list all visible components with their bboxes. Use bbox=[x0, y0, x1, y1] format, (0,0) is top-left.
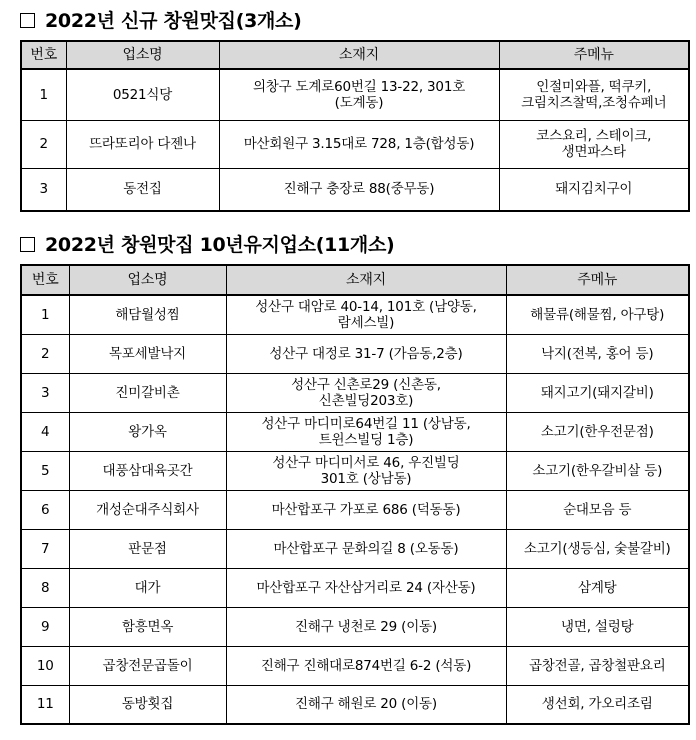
table-header-row bbox=[21, 41, 689, 69]
header-name: 업소명 bbox=[66, 41, 219, 69]
row-menu: 낙지(전복, 홍어 등) bbox=[506, 334, 689, 373]
row-name: 대풍삼대육곳간 bbox=[69, 451, 226, 490]
section1-heading bbox=[20, 6, 302, 33]
row-no: 2 bbox=[21, 120, 66, 168]
row-menu: 삼계탕 bbox=[506, 568, 689, 607]
row-name: 0521식당 bbox=[66, 69, 219, 120]
row-name: 함흥면옥 bbox=[69, 607, 226, 646]
row-no: 2 bbox=[21, 334, 69, 373]
row-menu: 생선회, 가오리조림 bbox=[506, 685, 689, 724]
new-restaurants-table bbox=[20, 40, 690, 212]
row-no: 4 bbox=[21, 412, 69, 451]
table-row bbox=[21, 568, 689, 607]
row-name: 곱창전문곱돌이 bbox=[69, 646, 226, 685]
header-menu: 주메뉴 bbox=[499, 41, 689, 69]
row-address: 의창구 도계로60번길 13-22, 301호 (도계동) bbox=[219, 69, 499, 120]
row-address: 마산회원구 3.15대로 728, 1층(합성동) bbox=[219, 120, 499, 168]
row-no: 1 bbox=[21, 69, 66, 120]
row-no: 3 bbox=[21, 168, 66, 211]
table-row bbox=[21, 490, 689, 529]
row-address: 진해구 진해대로874번길 6-2 (석동) bbox=[226, 646, 506, 685]
row-menu: 해물류(해물찜, 아구탕) bbox=[506, 295, 689, 334]
row-menu: 코스요리, 스테이크, 생면파스타 bbox=[499, 120, 689, 168]
row-no: 11 bbox=[21, 685, 69, 724]
header-no: 번호 bbox=[21, 41, 66, 69]
row-no: 7 bbox=[21, 529, 69, 568]
row-address: 성산구 신촌로29 (신촌동, 신촌빌딩203호) bbox=[226, 373, 506, 412]
header-address: 소재지 bbox=[219, 41, 499, 69]
row-address: 성산구 대암로 40-14, 101호 (남양동, 람세스빌) bbox=[226, 295, 506, 334]
checkbox-square-icon bbox=[20, 13, 35, 28]
row-address: 진해구 냉천로 29 (이동) bbox=[226, 607, 506, 646]
table-row bbox=[21, 451, 689, 490]
header-address: 소재지 bbox=[226, 265, 506, 295]
row-address: 마산합포구 문화의길 8 (오동동) bbox=[226, 529, 506, 568]
table-row bbox=[21, 529, 689, 568]
table-row bbox=[21, 295, 689, 334]
row-no: 1 bbox=[21, 295, 69, 334]
row-menu: 냉면, 설렁탕 bbox=[506, 607, 689, 646]
row-address: 성산구 대정로 31-7 (가음동,2층) bbox=[226, 334, 506, 373]
row-name: 동방횟집 bbox=[69, 685, 226, 724]
table-row bbox=[21, 373, 689, 412]
table-row bbox=[21, 685, 689, 724]
row-menu: 소고기(한우갈비살 등) bbox=[506, 451, 689, 490]
table-row bbox=[21, 646, 689, 685]
row-name: 판문점 bbox=[69, 529, 226, 568]
row-name: 동전집 bbox=[66, 168, 219, 211]
header-name: 업소명 bbox=[69, 265, 226, 295]
row-no: 8 bbox=[21, 568, 69, 607]
table-row bbox=[21, 69, 689, 120]
row-name: 목포세발낙지 bbox=[69, 334, 226, 373]
row-name: 대가 bbox=[69, 568, 226, 607]
section2-heading bbox=[20, 230, 394, 257]
row-no: 5 bbox=[21, 451, 69, 490]
row-name: 뜨라또리아 다젠나 bbox=[66, 120, 219, 168]
row-name: 개성순대주식회사 bbox=[69, 490, 226, 529]
row-address: 진해구 충장로 88(중무동) bbox=[219, 168, 499, 211]
row-no: 9 bbox=[21, 607, 69, 646]
table-row bbox=[21, 607, 689, 646]
table-row bbox=[21, 120, 689, 168]
row-menu: 돼지김치구이 bbox=[499, 168, 689, 211]
checkbox-square-icon bbox=[20, 237, 35, 252]
row-name: 진미갈비촌 bbox=[69, 373, 226, 412]
row-address: 진해구 해원로 20 (이동) bbox=[226, 685, 506, 724]
row-menu: 인절미와플, 떡쿠키, 크림치즈찰떡,조청슈페너 bbox=[499, 69, 689, 120]
row-no: 10 bbox=[21, 646, 69, 685]
section1-title: 2022년 신규 창원맛집(3개소) bbox=[45, 10, 302, 32]
row-menu: 소고기(생등심, 숯불갈비) bbox=[506, 529, 689, 568]
row-no: 3 bbox=[21, 373, 69, 412]
row-menu: 곱창전골, 곱창철판요리 bbox=[506, 646, 689, 685]
table-row bbox=[21, 412, 689, 451]
row-menu: 돼지고기(돼지갈비) bbox=[506, 373, 689, 412]
header-no: 번호 bbox=[21, 265, 69, 295]
row-address: 마산합포구 가포로 686 (덕동동) bbox=[226, 490, 506, 529]
ten-year-restaurants-table bbox=[20, 264, 690, 725]
row-name: 왕가옥 bbox=[69, 412, 226, 451]
section2-title: 2022년 창원맛집 10년유지업소(11개소) bbox=[45, 234, 395, 256]
row-address: 마산합포구 자산삼거리로 24 (자산동) bbox=[226, 568, 506, 607]
row-no: 6 bbox=[21, 490, 69, 529]
row-address: 성산구 마디미서로 46, 우진빌딩 301호 (상남동) bbox=[226, 451, 506, 490]
table-row bbox=[21, 168, 689, 211]
table-row bbox=[21, 334, 689, 373]
header-menu: 주메뉴 bbox=[506, 265, 689, 295]
row-name: 해담월성찜 bbox=[69, 295, 226, 334]
row-menu: 소고기(한우전문점) bbox=[506, 412, 689, 451]
row-address: 성산구 마디미로64번길 11 (상남동, 트윈스빌딩 1층) bbox=[226, 412, 506, 451]
table-header-row bbox=[21, 265, 689, 295]
row-menu: 순대모음 등 bbox=[506, 490, 689, 529]
